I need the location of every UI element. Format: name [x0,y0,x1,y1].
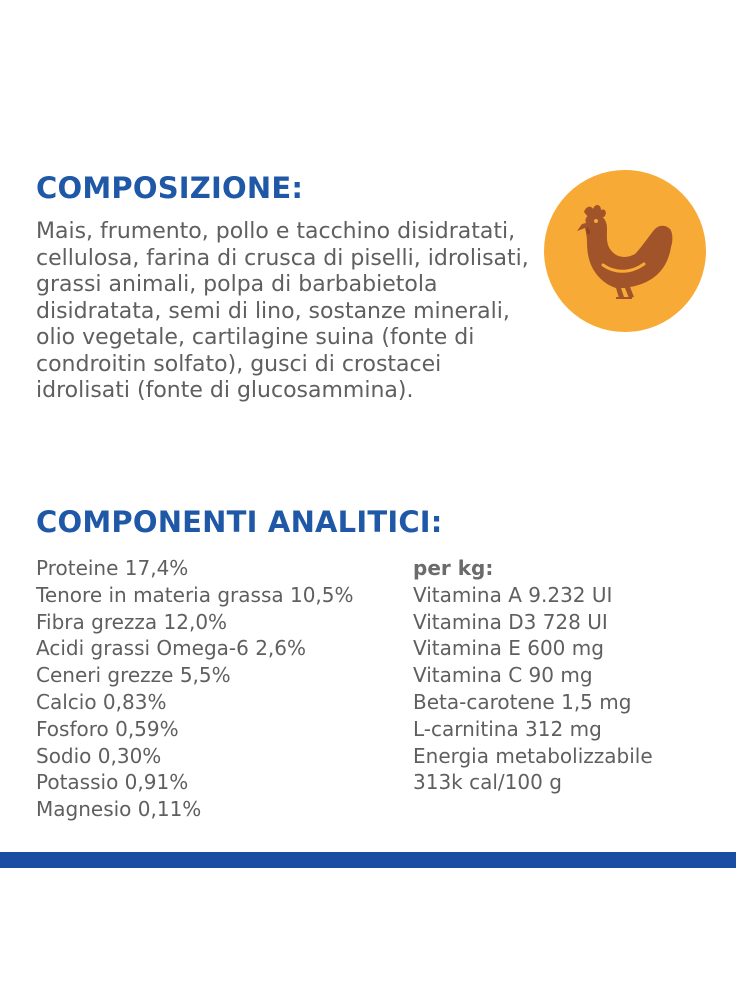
list-item: Vitamina E 600 mg [413,636,604,661]
list-item: Ceneri grezze 5,5% [36,663,231,688]
list-item: Calcio 0,83% [36,689,167,714]
per-kg-heading: per kg: [413,556,494,580]
composition-text: Mais, frumento, pollo e tacchino disidratati, cellulosa, farina di crusca di piselli, idrolisati, grassi animali, polpa di barbabietola disidratata, semi di lino, sostanze minerali, olio vegetale, cartilagine suina (fonte di condroitin solfato), gusci di crostacei idrolisati (fonte di glucosammina). [36,219,529,403]
list-item: Tenore in materia grassa 10,5% [36,582,354,607]
list-item: Proteine 17,4% [36,556,189,580]
list-item: Energia metabolizzabile [413,743,653,768]
list-item: Beta-carotene 1,5 mg [413,689,632,714]
list-item: Vitamina C 90 mg [413,663,593,688]
per-kg-list [413,555,653,796]
list-item: Vitamina A 9.232 UI [413,582,613,607]
analytic-heading: COMPONENTI ANALITICI: [36,505,443,539]
list-item: Fibra grezza 12,0% [36,609,228,634]
list-item: Vitamina D3 728 UI [413,609,608,634]
list-item: L-carnitina 312 mg [413,716,602,741]
analytic-components-list [36,555,354,823]
chicken-icon [544,170,706,332]
list-item: 313k cal/100 g [413,770,562,795]
list-item: Magnesio 0,11% [36,797,202,822]
list-item: Fosforo 0,59% [36,716,179,741]
list-item: Potassio 0,91% [36,770,189,795]
chicken-badge [544,170,706,332]
composition-heading: COMPOSIZIONE: [36,171,304,205]
list-item: Sodio 0,30% [36,743,162,768]
bottom-band [0,852,736,868]
list-item: Acidi grassi Omega-6 2,6% [36,636,307,661]
